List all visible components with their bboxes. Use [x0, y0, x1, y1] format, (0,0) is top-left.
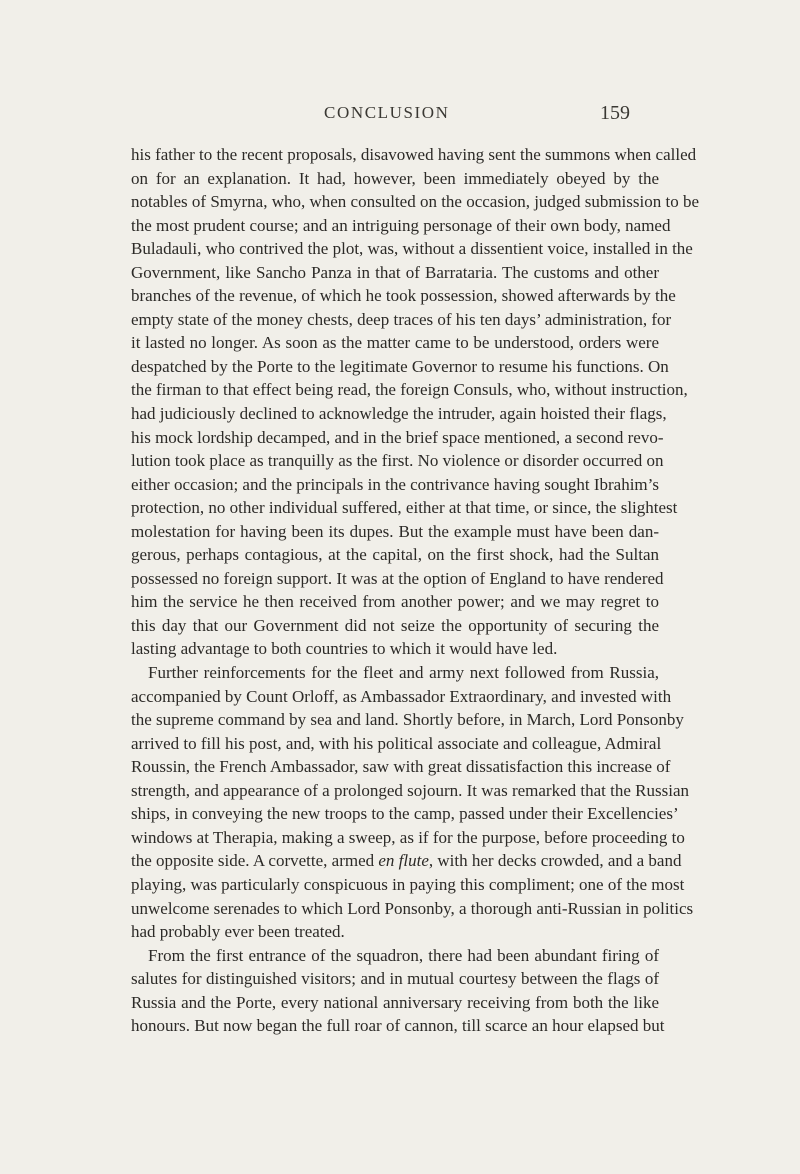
text-line: on for an explanation. It had, however, been immediately obeyed by the: [131, 168, 659, 188]
text-line: notables of Smyrna, who, when consulted on the occasion, judged submission to be: [131, 192, 699, 212]
text-line: Russia and the Porte, every national anniversary receiving from both the like: [131, 992, 659, 1012]
text-segment: the opposite side. A corvette, armed: [131, 851, 379, 871]
paragraph-start-line: From the first entrance of the squadron, there had been abundant firing of: [148, 945, 659, 965]
text-line: windows at Therapia, making a sweep, as if for the purpose, before proceeding to: [131, 827, 685, 847]
text-line: his mock lordship decamped, and in the brief space mentioned, a second revo-: [131, 427, 664, 447]
text-line-mixed: [131, 849, 682, 873]
text-line: ships, in conveying the new troops to the camp, passed under their Excellencies’: [131, 804, 679, 824]
running-head: [0, 103, 800, 125]
text-line: molestation for having been its dupes. But the example must have been dan-: [131, 521, 659, 541]
text-line: branches of the revenue, of which he took possession, showed afterwards by the: [131, 286, 676, 306]
text-line: unwelcome serenades to which Lord Ponsonby, a thorough anti-Russian in politics: [131, 898, 694, 918]
text-line: arrived to fill his post, and, with his political associate and colleague, Admiral: [131, 733, 662, 753]
text-line: protection, no other individual suffered, either at that time, or since, the slightest: [131, 498, 678, 518]
text-line: the supreme command by sea and land. Shortly before, in March, Lord Ponsonby: [131, 710, 684, 730]
text-line: Buladauli, who contrived the plot, was, without a dissentient voice, installed in the: [131, 239, 693, 259]
text-line: his father to the recent proposals, disavowed having sent the summons when called: [131, 145, 697, 164]
text-line: this day that our Government did not seize the opportunity of securing the: [131, 615, 659, 635]
text-line: the most prudent course; and an intriguing personage of their own body, named: [131, 215, 671, 235]
text-line: salutes for distinguished visitors; and in mutual courtesy between the flags of: [131, 969, 659, 989]
text-line: Roussin, the French Ambassador, saw with great dissatisfaction this increase of: [131, 757, 671, 777]
running-head-title: CONCLUSION: [324, 103, 450, 122]
text-line: lution took place as tranquilly as the first. No violence or disorder occurred on: [131, 451, 664, 471]
text-line: it lasted no longer. As soon as the matter came to be understood, orders were: [131, 333, 659, 353]
text-line: gerous, perhaps contagious, at the capital, on the first shock, had the Sultan: [131, 545, 659, 565]
text-line: possessed no foreign support. It was at the option of England to have rendered: [131, 568, 664, 588]
text-line: had probably ever been treated.: [131, 922, 345, 942]
text-line: playing, was particularly conspicuous in paying this compliment; one of the most: [131, 874, 685, 894]
text-line: the firman to that effect being read, the foreign Consuls, who, without instruction,: [131, 380, 688, 400]
italic-phrase: en flute: [378, 851, 429, 871]
text-line: had judiciously declined to acknowledge the intruder, again hoisted their flags,: [131, 404, 667, 424]
text-line: either occasion; and the principals in the contrivance having sought Ibrahim’s: [131, 474, 659, 494]
text-line: lasting advantage to both countries to which it would have led.: [131, 639, 558, 659]
text-line: honours. But now began the full roar of cannon, till scarce an hour elapsed but: [131, 1016, 665, 1036]
text-line: strength, and appearance of a prolonged sojourn. It was remarked that the Russian: [131, 780, 689, 800]
text-segment: , with her decks crowded, and a band: [428, 851, 682, 871]
text-line: Government, like Sancho Panza in that of Barrataria. The customs and other: [131, 262, 659, 282]
text-line: empty state of the money chests, deep traces of his ten days’ administration, for: [131, 309, 672, 329]
page-number: 159: [600, 102, 630, 124]
text-line: him the service he then received from another power; and we may regret to: [131, 592, 659, 612]
paragraph-start-line: Further reinforcements for the fleet and army next followed from Russia,: [148, 663, 659, 683]
text-line: accompanied by Count Orloff, as Ambassador Extraordinary, and invested with: [131, 686, 672, 706]
text-line: despatched by the Porte to the legitimate Governor to resume his functions. On: [131, 356, 669, 376]
body-text: [131, 143, 699, 1038]
